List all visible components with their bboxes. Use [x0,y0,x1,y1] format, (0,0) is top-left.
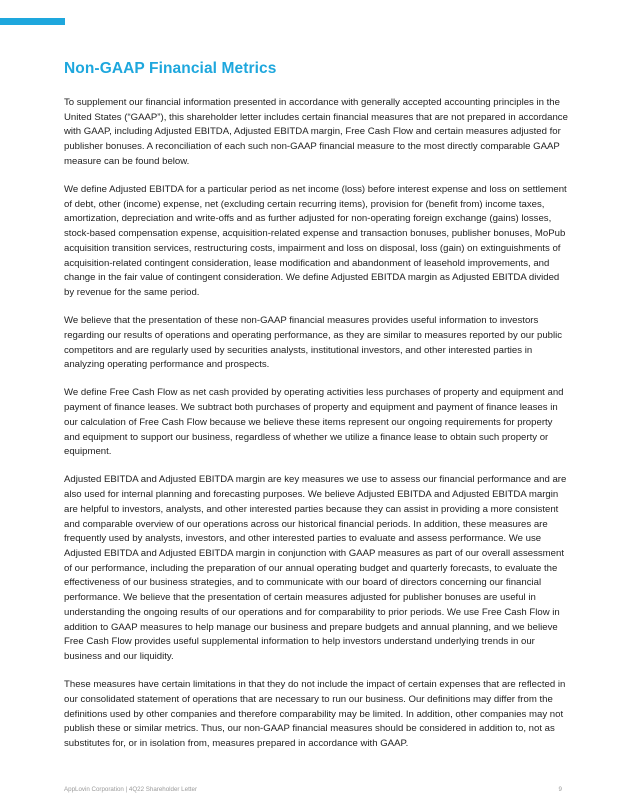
page-number: 9 [558,786,562,793]
paragraph-free-cash-flow-definition: We define Free Cash Flow as net cash provided by operating activities less purchases of property and equipment and payment of finance leases. We subtract both purchases of property and equipment and payment of finance leases in our calculation of Free Cash Flow because we believe these items represent our ongoing requirements for property and equipment to support our business, regardless of whether we utilize a finance lease to obtain such property or equipment. [64,387,564,458]
paragraph-key-measures: Adjusted EBITDA and Adjusted EBITDA margin are key measures we use to assess our financial performance and are also used for internal planning and forecasting purposes. We believe Adjusted EBITDA and Adjusted EBITDA margin are helpful to investors, analysts, and other interested parties because they can assist in providing a more consistent and comparable overview of our operations across our historical financial periods. In addition, these measures are frequently used by analysts, investors, and other interested parties to evaluate and assess performance. We use Adjusted EBITDA and Adjusted EBITDA margin in conjunction with GAAP measures as part of our overall assessment of our performance, including the preparation of our annual operating budget and quarterly forecasts, to evaluate the effectiveness of our business strategies, and to communicate with our board of directors concerning our financial performance. We believe that the presentation of certain measures adjusted for publisher bonuses are useful in understanding the ongoing results of our operations and for comparability to prior periods. We use Free Cash Flow in addition to GAAP measures to help manage our business and prepare budgets and annual planning, and we believe Free Cash Flow provides useful supplemental information to help investors understand underlying trends in our business and our liquidity. [64,474,567,662]
body-text [64,96,571,765]
paragraph-limitations: These measures have certain limitations in that they do not include the impact of certain expenses that are reflected in our consolidated statement of operations that are necessary to run our business. Our definitions may differ from the definitions used by other companies and therefore comparability may be limited. In addition, other companies may not publish these or similar metrics. Thus, our non-GAAP financial measures should be considered in addition to, not as substitutes for, or in isolation from, measures prepared in accordance with GAAP. [64,679,566,749]
paragraph-intro: To supplement our financial information presented in accordance with generally accepted accounting principles in the United States (“GAAP”), this shareholder letter includes certain financial measures that are not prepared in accordance with GAAP, including Adjusted EBITDA, Adjusted EBITDA margin, Free Cash Flow and certain measures adjusted for publisher bonuses. A reconciliation of each such non-GAAP financial measure to the most directly comparable GAAP measure can be found below. [64,97,568,167]
footer-text: AppLovin Corporation | 4Q22 Shareholder Letter [64,786,198,793]
page-title: Non-GAAP Financial Metrics [64,60,277,77]
page-footer [64,786,562,793]
paragraph-usefulness: We believe that the presentation of these non-GAAP financial measures provides useful information to investors regarding our results of operations and operating performance, as they are similar to measures reported by our public competitors and are regularly used by securities analysts, institutional investors, and other interested parties in analyzing operating performance and prospects. [64,315,563,371]
header-accent-bar [0,18,65,25]
paragraph-adjusted-ebitda-definition: We define Adjusted EBITDA for a particular period as net income (loss) before interest expense and loss on settlement of debt, other (income) expense, net (excluding certain recurring items), provision for (benefit from) income taxes, amortization, depreciation and write-offs and as further adjusted for non-operating foreign exchange (gains) losses, stock-based compensation expense, acquisition-related expense and transaction bonuses, publisher bonuses, MoPub acquisition transition services, restructuring costs, impairment and loss on disposal, loss (gain) on extinguishments of acquisition-related contingent consideration, lease modification and abandonment of leasehold improvements, and change in the fair value of contingent consideration. We define Adjusted EBITDA margin as Adjusted EBITDA divided by revenue for the same period. [64,184,567,298]
